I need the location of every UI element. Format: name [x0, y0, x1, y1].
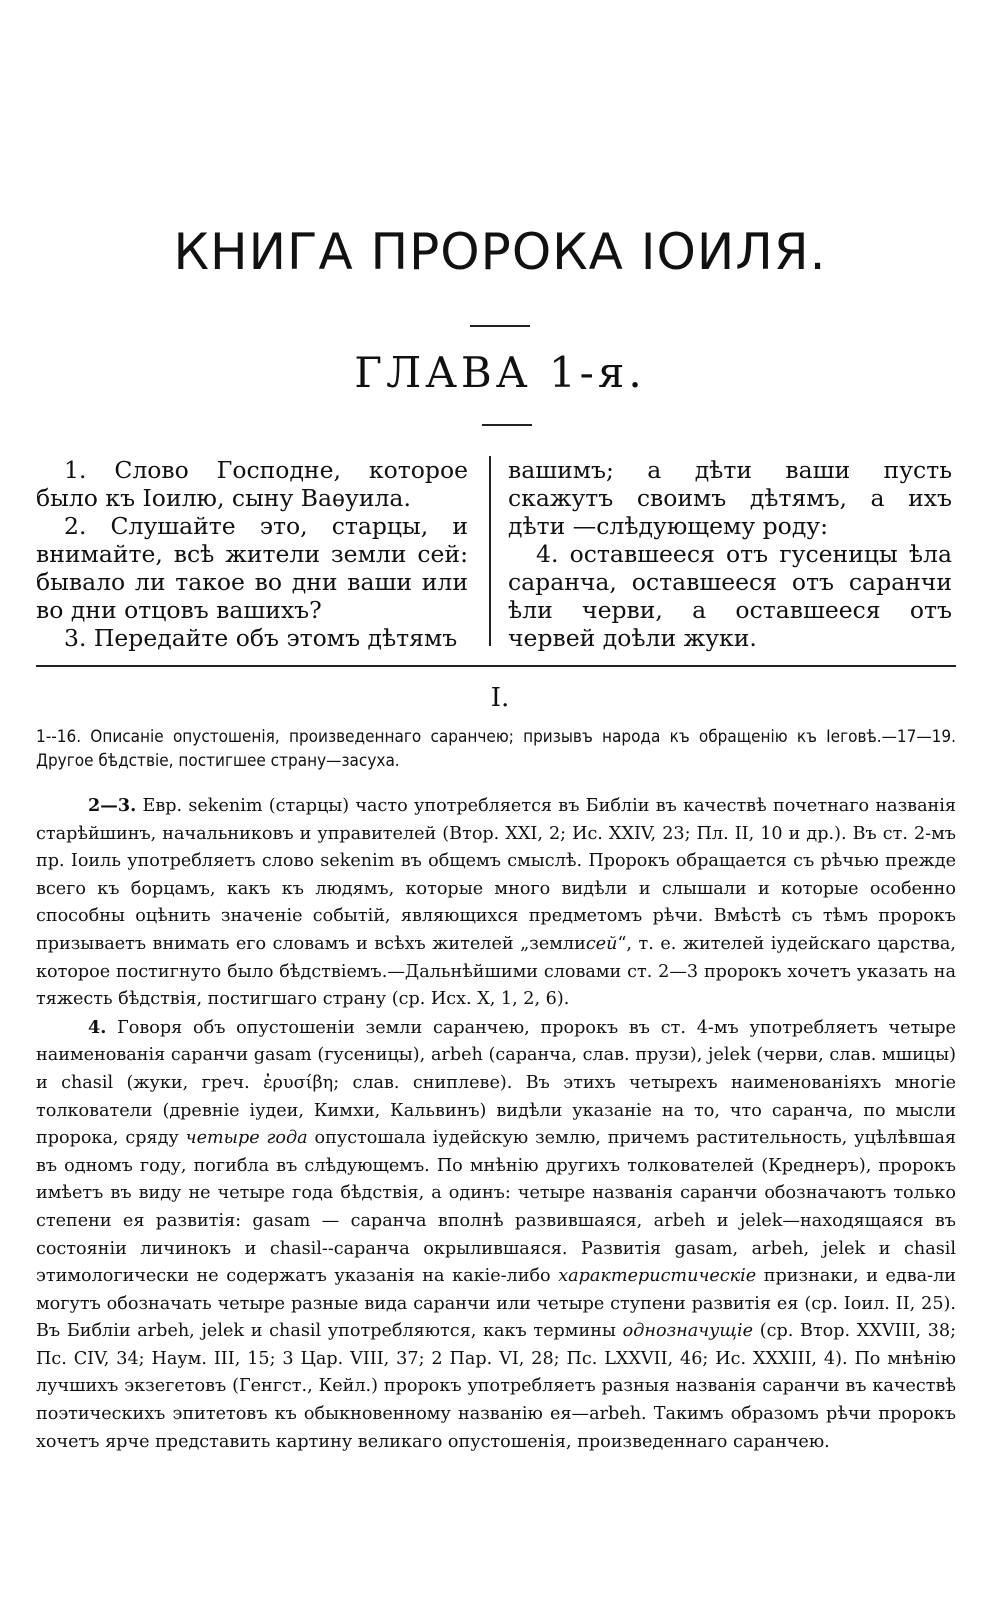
column-divider [489, 456, 491, 646]
chapter-title: ГЛАВА 1-я. [354, 348, 646, 397]
verse-3: 3. Передайте объ этомъ дѣтямъ [64, 624, 458, 652]
commentary-text: признаки, и едва-ли могутъ обозначать четыре разные вида саранчи или четыре ступени развитія ея (ср. Іоил. II, 25). Въ Библіи arbeh, jelek и chasil употребляются, какъ термины [36, 1266, 956, 1342]
verse-reference: 2—3. [88, 795, 137, 816]
commentary-text: “, т. е. жителей іудейскаго царства, которое постигнуто было бѣдствіемъ.—Дальнѣйшими словами ст. 2—3 пророкъ хочетъ указать на тяжесть бѣдствія, постигшаго страну (ср. Исх. X, 1, 2, 6). [36, 933, 956, 1010]
commentary-text: Евр. sekenim (старцы) часто употребляется въ Библіи въ качествѣ почетнаго названія старѣйшинъ, начальниковъ и управителей (Втор. XXI, 2; Ис. XXIV, 23; Пл. II, 10 и др.). Въ ст. 2-мъ пр. Іоиль употребляетъ слово sekenim въ общемъ смыслѣ. Пророкъ обращается съ рѣчью прежде всего къ борцамъ, какъ къ людямъ, которые много видѣли и слышали и которые особенно способны оцѣнить значеніе событій, являющихся предметомъ рѣчи. Вмѣстѣ съ тѣмъ пророкъ призываетъ внимать его словамъ и всѣхъ жителей „земли [36, 796, 957, 954]
verses-right-column [508, 456, 952, 652]
verse-1: 1. Слово Господне, которое было къ Іоилю, сыну Ваѳуила. [36, 456, 468, 512]
book-title: КНИГА ПРОРОКА ІОИЛЯ. [173, 223, 827, 281]
scripture-verses [36, 456, 956, 652]
emphasis: однозначущіе [622, 1321, 754, 1342]
section-summary: 1--16. Описаніе опустошенія, произведеннаго саранчею; призывъ народа къ обращенію къ Іеговѣ.—17—19. Другое бѣдствіе, постигшее страну—засуха. [36, 727, 956, 771]
commentary-paragraph [36, 792, 956, 1014]
verse-4: 4. оставшееся отъ гусеницы ѣла саранча, оставшееся отъ саранчи ѣли черви, а оставшееся отъ червей доѣли жуки. [508, 540, 952, 652]
commentary-text: опустошала іудейскую землю, причемъ растительность, уцѣлѣвшая въ одномъ году, погибла въ слѣдующемъ. По мнѣнію другихъ толкователей (Креднеръ), пророкъ имѣетъ въ виду не четыре года бѣдствія, а одинъ: четыре названія саранчи обозначаютъ только степени ея развитія: gasam — саранча вполнѣ развившаяся, arbeh и jelek—находящаяся въ состояніи личинокъ и chasil--саранча окрылившаяся. Развитія gasam, arbeh, jelek и chasil этимологически не содержатъ указанія на какіе-либо [36, 1128, 957, 1287]
verse-3-continued: вашимъ; а дѣти ваши пусть скажутъ своимъ дѣтямъ, а ихъ дѣти —слѣдующему роду: [508, 456, 952, 540]
emphasis: сей [585, 933, 618, 954]
verse-reference: 4. [88, 1016, 107, 1038]
verse-2: 2. Слушайте это, старцы, и внимайте, всѣ жители земли сей: бывало ли такое во дни ваши или во дни отцовъ вашихъ? [36, 512, 468, 624]
emphasis: характеристическіе [558, 1266, 757, 1287]
chapter-divider [482, 424, 532, 426]
title-divider [470, 325, 530, 327]
section-number: I. [490, 683, 510, 713]
commentary-paragraph [36, 1014, 956, 1457]
emphasis: четыре года [185, 1128, 308, 1149]
verses-bottom-rule [36, 665, 956, 667]
verses-left-column [36, 456, 468, 652]
commentary-text: Говоря объ опустошеніи земли саранчею, пророкъ въ ст. 4-мъ употребляетъ четыре наименованія саранчи gasam (гусеницы), arbeh (саранча, слав. прузи), jelek (черви, слав. мшицы) и chasil (жуки, греч. ἐρυσίβη; слав. сниплеве). Въ этихъ четырехъ наименованіяхъ многіе толкователи (древніе іудеи, Кимхи, Кальвинъ) видѣли указаніе на то, что саранча, по мысли пророка, сряду [36, 1017, 956, 1149]
commentary [36, 792, 956, 1456]
commentary-text: (ср. Втор. XXVIII, 38; Пс. CIV, 34; Наум. III, 15; 3 Цар. VIII, 37; 2 Пар. VI, 28; Пс. LXXVII, 46; Ис. XXXIII, 4). По мнѣнію лучшихъ экзегетовъ (Генгст., Кейл.) пророкъ употребляетъ разныя названія саранчи въ качествѣ поэтическихъ эпитетовъ къ обыкновенному названію ея—arbeh. Такимъ образомъ рѣчи пророкъ хочетъ ярче представить картину великаго опустошенія, произведеннаго саранчею. [36, 1321, 957, 1452]
